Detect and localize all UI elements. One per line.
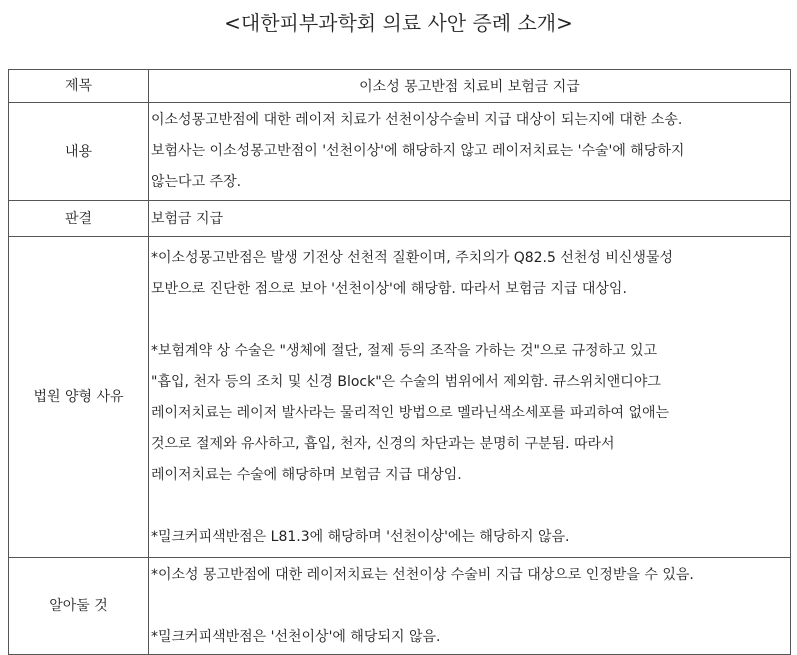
ruling-value bbox=[149, 201, 791, 237]
table-row-title bbox=[9, 70, 791, 103]
case-title-value: 이소성 몽고반점 치료비 보험금 지급 bbox=[149, 70, 791, 103]
reasons-line: *이소성몽고반점은 발생 기전상 선천적 질환이며, 주치의가 Q82.5 선천성 비신생물성 bbox=[151, 250, 674, 266]
reasons-cell bbox=[149, 237, 791, 558]
case-table bbox=[8, 69, 791, 655]
content-line: 보험사는 이소성몽고반점이 '선천이상'에 해당하지 않고 레이저치료는 '수술'에 해당하지 bbox=[151, 143, 685, 159]
row-label-content: 내용 bbox=[9, 103, 149, 201]
row-label-notes: 알아둘 것 bbox=[9, 558, 149, 655]
reasons-line: *밀크커피색반점은 L81.3에 해당하며 '선천이상'에는 해당하지 않음. bbox=[151, 529, 570, 545]
table-row-notes bbox=[9, 558, 791, 655]
reasons-line: "흡입, 천자 등의 조치 및 신경 Block"은 수술의 범위에서 제외함. 큐스위치앤디야그 bbox=[151, 374, 661, 390]
reasons-line: 것으로 절제와 유사하고, 흡입, 천자, 신경의 차단과는 분명히 구분됨. 따라서 bbox=[151, 436, 615, 452]
reasons-line: 레이저치료는 수술에 해당하며 보험금 지급 대상임. bbox=[151, 467, 462, 483]
reasons-line: 레이저치료는 레이저 발사라는 물리적인 방법으로 멜라닌색소세포를 파괴하여 없애는 bbox=[151, 405, 670, 421]
row-label-ruling: 판결 bbox=[9, 201, 149, 237]
content-cell bbox=[149, 103, 791, 201]
table-row-ruling bbox=[9, 201, 791, 237]
table-row-content bbox=[9, 103, 791, 201]
table-row-reasons bbox=[9, 237, 791, 558]
paragraph-spacer bbox=[151, 305, 790, 336]
page-title: <대한피부과학회 의료 사안 증례 소개> bbox=[224, 11, 573, 35]
reasons-line: 모반으로 진단한 점으로 보아 '선천이상'에 해당함. 따라서 보험금 지급 대상임. bbox=[151, 281, 627, 297]
row-label-title: 제목 bbox=[9, 70, 149, 103]
notes-line: *밀크커피색반점은 '선천이상'에 해당되지 않음. bbox=[151, 629, 441, 645]
reasons-line: *보험계약 상 수술은 "생체에 절단, 절제 등의 조작을 가하는 것"으로 규정하고 있고 bbox=[151, 343, 658, 359]
paragraph-spacer bbox=[151, 491, 790, 522]
content-line: 이소성몽고반점에 대한 레이저 치료가 선천이상수술비 지급 대상이 되는지에 대한 소송. bbox=[151, 112, 683, 128]
notes-line: *이소성 몽고반점에 대한 레이저치료는 선천이상 수술비 지급 대상으로 인정받을 수 있음. bbox=[151, 567, 694, 583]
row-label-reasons: 법원 양형 사유 bbox=[9, 237, 149, 558]
content-line: 않는다고 주장. bbox=[151, 174, 242, 190]
ruling-text: 보험금 지급 bbox=[151, 210, 224, 227]
notes-cell bbox=[149, 558, 791, 655]
paragraph-spacer bbox=[151, 591, 790, 622]
